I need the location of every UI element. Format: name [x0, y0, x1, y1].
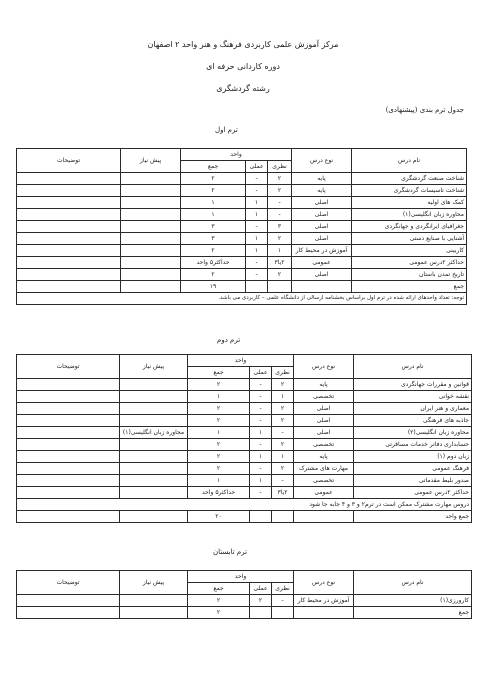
notes — [17, 379, 120, 391]
theory-units: - — [272, 595, 294, 607]
total-units: حداکثر۵ واحد — [188, 487, 250, 499]
col-type-header: نوع درس — [294, 355, 354, 379]
practical-units: - — [250, 379, 272, 391]
sum-value: ۱۹ — [181, 281, 246, 293]
course-type: مهارت های مشترک — [294, 463, 354, 475]
col-practical-header: عملی — [250, 367, 272, 379]
theory-units: ۱ — [272, 391, 294, 403]
course-row — [17, 475, 472, 487]
total-units: ۲ — [181, 245, 246, 257]
total-units: ۲ — [188, 451, 250, 463]
course-type: اصلی — [292, 233, 352, 245]
course-row — [17, 403, 472, 415]
total-units: ۳ — [181, 233, 246, 245]
theory-units: ۲یا۳ — [272, 487, 294, 499]
course-name: تاریخ تمدن باستان — [352, 269, 467, 281]
course-name: حسابداری دفاتر خدمات مسافرتی — [354, 439, 472, 451]
course-type: آموزش در محیط کار — [294, 595, 354, 607]
col-theory-header: نظری — [272, 583, 294, 595]
course-row — [17, 379, 472, 391]
sum-label: جمع — [352, 281, 467, 293]
prerequisite — [121, 209, 181, 221]
total-units: حداکثر۵ واحد — [181, 257, 246, 269]
prerequisite — [120, 451, 188, 463]
prerequisite — [121, 233, 181, 245]
practical-units: ۱ — [246, 245, 268, 257]
col-prereq-header: پیش نیاز — [120, 571, 188, 595]
theory-units: ۲ — [272, 403, 294, 415]
col-units-header: واحد — [188, 355, 294, 367]
course-row — [17, 427, 472, 439]
practical-units: - — [246, 185, 268, 197]
practical-units: - — [246, 221, 268, 233]
practical-units: - — [246, 173, 268, 185]
notes — [17, 427, 120, 439]
course-row — [17, 415, 472, 427]
course-type: پایه — [294, 451, 354, 463]
course-name: شناخت تاسیسات گردشگری — [352, 185, 467, 197]
total-units: ۲ — [181, 185, 246, 197]
prerequisite — [121, 221, 181, 233]
col-units-header: واحد — [188, 571, 294, 583]
course-row — [17, 269, 467, 281]
prerequisite — [121, 173, 181, 185]
practical-units: - — [250, 403, 272, 415]
course-name: حداکثر ۲درس عمومی — [352, 257, 467, 269]
course-type: اصلی — [294, 427, 354, 439]
course-type: اصلی — [292, 197, 352, 209]
practical-units: - — [246, 269, 268, 281]
course-name: جغرافیای ایرانگردی و جهانگردی — [352, 221, 467, 233]
col-prereq-header: پیش نیاز — [120, 355, 188, 379]
course-type: تخصصی — [294, 391, 354, 403]
col-total-header: جمع — [188, 367, 250, 379]
course-row — [17, 185, 467, 197]
course-name: حداکثر ۲درس عمومی — [354, 487, 472, 499]
total-units: ۲ — [181, 269, 246, 281]
practical-units: ۱ — [250, 427, 272, 439]
total-units: ۱ — [181, 209, 246, 221]
col-notes-header: توضیحات — [17, 571, 120, 595]
notes — [17, 475, 120, 487]
total-units: ۲ — [188, 595, 250, 607]
course-name: کاربینی — [352, 245, 467, 257]
total-units: ۲ — [188, 439, 250, 451]
course-row — [17, 173, 467, 185]
prerequisite — [121, 245, 181, 257]
theory-units: - — [268, 197, 292, 209]
course-name: صدور بلیط مقدماتی — [354, 475, 472, 487]
prerequisite — [121, 185, 181, 197]
term2-body — [17, 379, 472, 499]
notes — [17, 487, 120, 499]
term2-note-row — [17, 499, 472, 511]
course-row — [17, 197, 467, 209]
course-name: زبان دوم (۱) — [354, 451, 472, 463]
term3-body — [17, 595, 472, 607]
course-row — [17, 439, 472, 451]
total-units: ۲ — [188, 463, 250, 475]
notes — [17, 451, 120, 463]
theory-units: ۳ — [268, 221, 292, 233]
course-name: فرهنگ عمومی — [354, 463, 472, 475]
theory-units: ۲ — [268, 185, 292, 197]
prerequisite — [120, 415, 188, 427]
term3-title: ترم تابستان — [213, 548, 248, 556]
prerequisite — [121, 269, 181, 281]
prerequisite: محاوره زبان انگلیسی(۱) — [120, 427, 188, 439]
term2-title: ترم دوم — [217, 336, 241, 344]
course-row — [17, 233, 467, 245]
course-name: شناخت صنعت گردشگری — [352, 173, 467, 185]
course-row — [17, 257, 467, 269]
prerequisite — [120, 475, 188, 487]
prerequisite — [120, 391, 188, 403]
course-type: اصلی — [292, 209, 352, 221]
practical-units: ۱ — [246, 197, 268, 209]
col-practical-header: عملی — [246, 161, 268, 173]
col-name-header: نام درس — [354, 355, 472, 379]
notes — [17, 257, 121, 269]
col-total-header: جمع — [188, 583, 250, 595]
prerequisite — [120, 463, 188, 475]
course-row — [17, 209, 467, 221]
practical-units: ۱ — [246, 209, 268, 221]
schedule-title: جدول ترم بندی (پیشنهادی) — [385, 106, 464, 114]
program-title: دوره کاردانی حرفه ای — [206, 62, 280, 71]
notes — [17, 185, 121, 197]
term1-note: توجه: تعداد واحدهای ارائه شده در ترم اول براساس بخشنامه ارسالی از دانشگاه علمی – کاربردی می باشد. — [17, 293, 467, 305]
theory-units: ۲یا۳ — [268, 257, 292, 269]
term2-table — [16, 354, 472, 523]
term2-sum-row — [17, 511, 472, 523]
course-name: نقشه خوانی — [354, 391, 472, 403]
course-name: محاوره زبان انگلیسی(۱) — [352, 209, 467, 221]
practical-units: ۱ — [246, 233, 268, 245]
prerequisite — [120, 403, 188, 415]
sum-value: ۲ — [188, 607, 250, 619]
practical-units: ۱ — [250, 451, 272, 463]
theory-units: ۲ — [272, 415, 294, 427]
course-type: اصلی — [294, 403, 354, 415]
term1-title: ترم اول — [215, 126, 238, 134]
notes — [17, 233, 121, 245]
notes — [17, 463, 120, 475]
sum-label: جمع — [354, 607, 472, 619]
notes — [17, 595, 120, 607]
total-units: ۳ — [181, 221, 246, 233]
col-name-header: نام درس — [354, 571, 472, 595]
col-prereq-header: پیش نیاز — [121, 149, 181, 173]
col-total-header: جمع — [181, 161, 246, 173]
course-row — [17, 487, 472, 499]
course-name: آشنایی با صنایع دستی — [352, 233, 467, 245]
practical-units: ۲ — [250, 595, 272, 607]
course-row — [17, 595, 472, 607]
course-type: اصلی — [292, 221, 352, 233]
course-name: کارورزی(۱) — [354, 595, 472, 607]
notes — [17, 173, 121, 185]
theory-units: - — [272, 475, 294, 487]
course-type: عمومی — [292, 257, 352, 269]
prerequisite — [121, 197, 181, 209]
notes — [17, 403, 120, 415]
practical-units: - — [250, 415, 272, 427]
total-units: ۲ — [188, 379, 250, 391]
practical-units: - — [250, 439, 272, 451]
notes — [17, 245, 121, 257]
term2-note: دروس مهارت مشترک ممکن است در ترم۲ و ۳ و ۴ جابه جا شود — [17, 499, 472, 511]
total-units: ۲ — [181, 173, 246, 185]
total-units: ۲ — [188, 403, 250, 415]
course-type: تخصصی — [294, 475, 354, 487]
total-units: ۱ — [188, 427, 250, 439]
course-name: جاذبه های فرهنگی — [354, 415, 472, 427]
course-name: محاوره زبان انگلیسی(۲) — [354, 427, 472, 439]
course-type: پایه — [292, 185, 352, 197]
col-practical-header: عملی — [250, 583, 272, 595]
col-theory-header: نظری — [268, 161, 292, 173]
course-row — [17, 245, 467, 257]
course-name: معماری و هنر ایران — [354, 403, 472, 415]
practical-units: - — [250, 391, 272, 403]
col-name-header: نام درس — [352, 149, 467, 173]
theory-units: ۱ — [272, 451, 294, 463]
course-type: عمومی — [294, 487, 354, 499]
prerequisite — [120, 487, 188, 499]
term1-sum-row — [17, 281, 467, 293]
theory-units: ۲ — [272, 463, 294, 475]
term1-table — [16, 148, 467, 305]
term3-sum-row — [17, 607, 472, 619]
theory-units: ۲ — [272, 439, 294, 451]
col-notes-header: توضیحات — [17, 149, 121, 173]
prerequisite — [121, 257, 181, 269]
theory-units: ۲ — [272, 379, 294, 391]
notes — [17, 221, 121, 233]
theory-units: ۲ — [268, 173, 292, 185]
total-units: ۱ — [188, 475, 250, 487]
sum-label: جمع واحد — [354, 511, 472, 523]
course-name: قوانین و مقررات جهانگردی — [354, 379, 472, 391]
practical-units: ۱ — [250, 475, 272, 487]
notes — [17, 209, 121, 221]
total-units: ۲ — [188, 415, 250, 427]
course-row — [17, 451, 472, 463]
practical-units: - — [250, 463, 272, 475]
theory-units: ۱ — [268, 245, 292, 257]
col-units-header: واحد — [181, 149, 292, 161]
term1-body — [17, 173, 467, 281]
practical-units: - — [246, 257, 268, 269]
course-type: تخصصی — [294, 439, 354, 451]
notes — [17, 391, 120, 403]
center-title: مرکز آموزش علمی کاربردی فرهنگ و هنر واحد ۲ اصفهان — [147, 40, 339, 49]
total-units: ۱ — [188, 391, 250, 403]
course-type: پایه — [294, 379, 354, 391]
notes — [17, 439, 120, 451]
term1-note-row — [17, 293, 467, 305]
course-type: اصلی — [294, 415, 354, 427]
notes — [17, 269, 121, 281]
course-row — [17, 221, 467, 233]
theory-units: ۲ — [268, 269, 292, 281]
term3-table — [16, 570, 472, 619]
col-type-header: نوع درس — [294, 571, 354, 595]
theory-units: ۲ — [268, 233, 292, 245]
field-title: رشته گردشگری — [216, 84, 270, 93]
theory-units: - — [272, 427, 294, 439]
sum-value: ۲۰ — [188, 511, 250, 523]
notes — [17, 197, 121, 209]
theory-units: - — [268, 209, 292, 221]
course-type: پایه — [292, 173, 352, 185]
col-type-header: نوع درس — [292, 149, 352, 173]
course-type: آموزش در محیط کار — [292, 245, 352, 257]
notes — [17, 415, 120, 427]
prerequisite — [120, 439, 188, 451]
total-units: ۱ — [181, 197, 246, 209]
course-type: اصلی — [292, 269, 352, 281]
prerequisite — [120, 595, 188, 607]
practical-units: - — [250, 487, 272, 499]
course-row — [17, 391, 472, 403]
course-row — [17, 463, 472, 475]
col-notes-header: توضیحات — [17, 355, 120, 379]
course-name: کمک های اولیه — [352, 197, 467, 209]
prerequisite — [120, 379, 188, 391]
col-theory-header: نظری — [272, 367, 294, 379]
